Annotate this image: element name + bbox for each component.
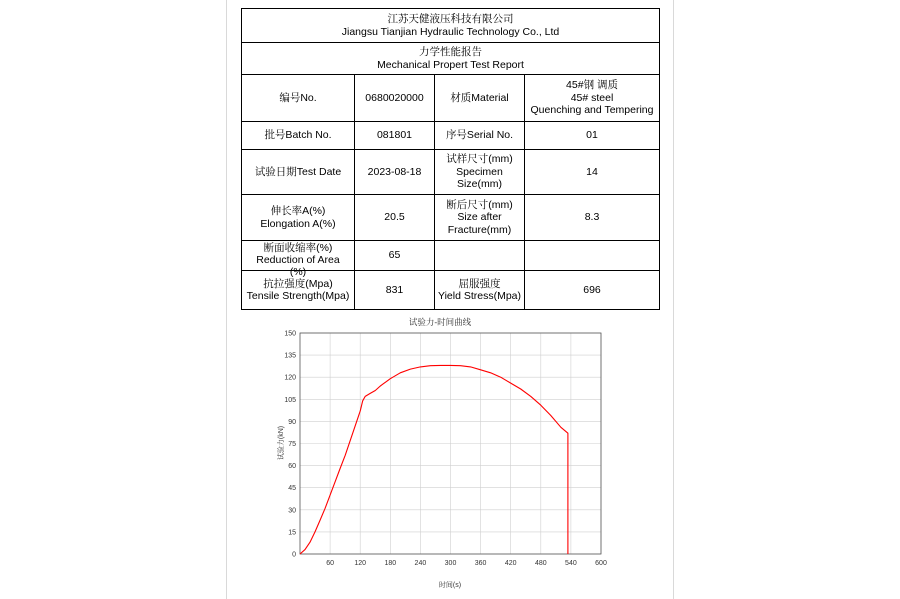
material-value: 45#钢 调质 45# steel Quenching and Tempering (525, 75, 660, 122)
x-tick-label: 600 (595, 560, 607, 567)
y-tick-label: 0 (292, 551, 296, 559)
elongation-label: 伸长率A(%) Elongation A(%) (242, 195, 355, 241)
x-tick-label: 300 (444, 560, 457, 567)
y-axis-label: 试验力(kN) (278, 425, 285, 461)
y-tick-label: 135 (284, 352, 296, 360)
x-tick-label: 360 (474, 560, 487, 567)
report-title-en: Mechanical Propert Test Report (377, 58, 524, 71)
company-row (242, 9, 660, 43)
reduction-area-label: 断面收缩率(%) Reduction of Area (%) (242, 241, 355, 271)
y-tick-label: 15 (288, 529, 296, 537)
y-tick-label: 105 (284, 396, 296, 404)
empty-cell-2 (525, 241, 660, 271)
x-tick-label: 540 (565, 560, 577, 567)
x-axis-label: 时间(s) (438, 582, 462, 589)
material-label: 材质Material (435, 75, 525, 122)
fracture-size-label: 断后尺寸(mm) Size after Fracture(mm) (435, 195, 525, 241)
chart-grid (300, 333, 601, 554)
y-tick-label: 30 (288, 507, 296, 515)
y-tick-label: 75 (288, 441, 296, 448)
yield-value: 696 (525, 271, 660, 310)
y-tick-label: 150 (284, 330, 296, 338)
company-name-en: Jiangsu Tianjian Hydraulic Technology Co., Ltd (341, 25, 560, 38)
x-tick-label: 420 (504, 560, 517, 567)
number-value: 0680020000 (355, 75, 435, 122)
series-line (300, 365, 568, 554)
x-tick-label: 120 (354, 560, 367, 567)
chart-ticks (284, 331, 607, 568)
test-date-label: 试验日期Test Date (242, 150, 355, 195)
chart-svg (240, 312, 620, 599)
report-title-row (242, 43, 660, 75)
x-tick-label: 240 (414, 560, 427, 567)
serial-label: 序号Serial No. (435, 122, 525, 150)
yield-label: 屈服强度 Yield Stress(Mpa) (435, 271, 525, 310)
number-label: 编号No. (242, 75, 355, 122)
force-time-chart (240, 312, 620, 599)
elongation-value: 20.5 (355, 195, 435, 241)
x-tick-label: 180 (384, 560, 397, 567)
test-report-table (241, 8, 660, 310)
tensile-label: 抗拉强度(Mpa) Tensile Strength(Mpa) (242, 271, 355, 310)
report-title (242, 43, 660, 75)
test-date-value: 2023-08-18 (355, 150, 435, 195)
batch-label: 批号Batch No. (242, 122, 355, 150)
specimen-size-label: 试样尺寸(mm) Specimen Size(mm) (435, 150, 525, 195)
report-title-cn: 力学性能报告 (419, 46, 483, 58)
y-tick-label: 90 (288, 418, 296, 426)
test-date-row (242, 150, 660, 195)
reduction-row (242, 241, 660, 271)
serial-value: 01 (525, 122, 660, 150)
y-tick-label: 45 (288, 485, 296, 493)
company-name-cn: 江苏天健液压科技有限公司 (387, 13, 514, 25)
x-tick-label: 60 (326, 560, 334, 567)
tensile-value: 831 (355, 271, 435, 310)
specimen-size-value: 14 (525, 150, 660, 195)
y-tick-label: 120 (284, 374, 296, 382)
reduction-area-value: 65 (355, 241, 435, 271)
chart-title: 试验力-时间曲线 (408, 317, 472, 327)
batch-value: 081801 (355, 122, 435, 150)
x-tick-label: 480 (534, 560, 547, 567)
empty-cell-1 (435, 241, 525, 271)
fracture-size-value: 8.3 (525, 195, 660, 241)
number-row (242, 75, 660, 122)
elongation-row (242, 195, 660, 241)
y-tick-label: 60 (288, 463, 296, 471)
company-header (242, 9, 660, 43)
batch-row (242, 122, 660, 150)
